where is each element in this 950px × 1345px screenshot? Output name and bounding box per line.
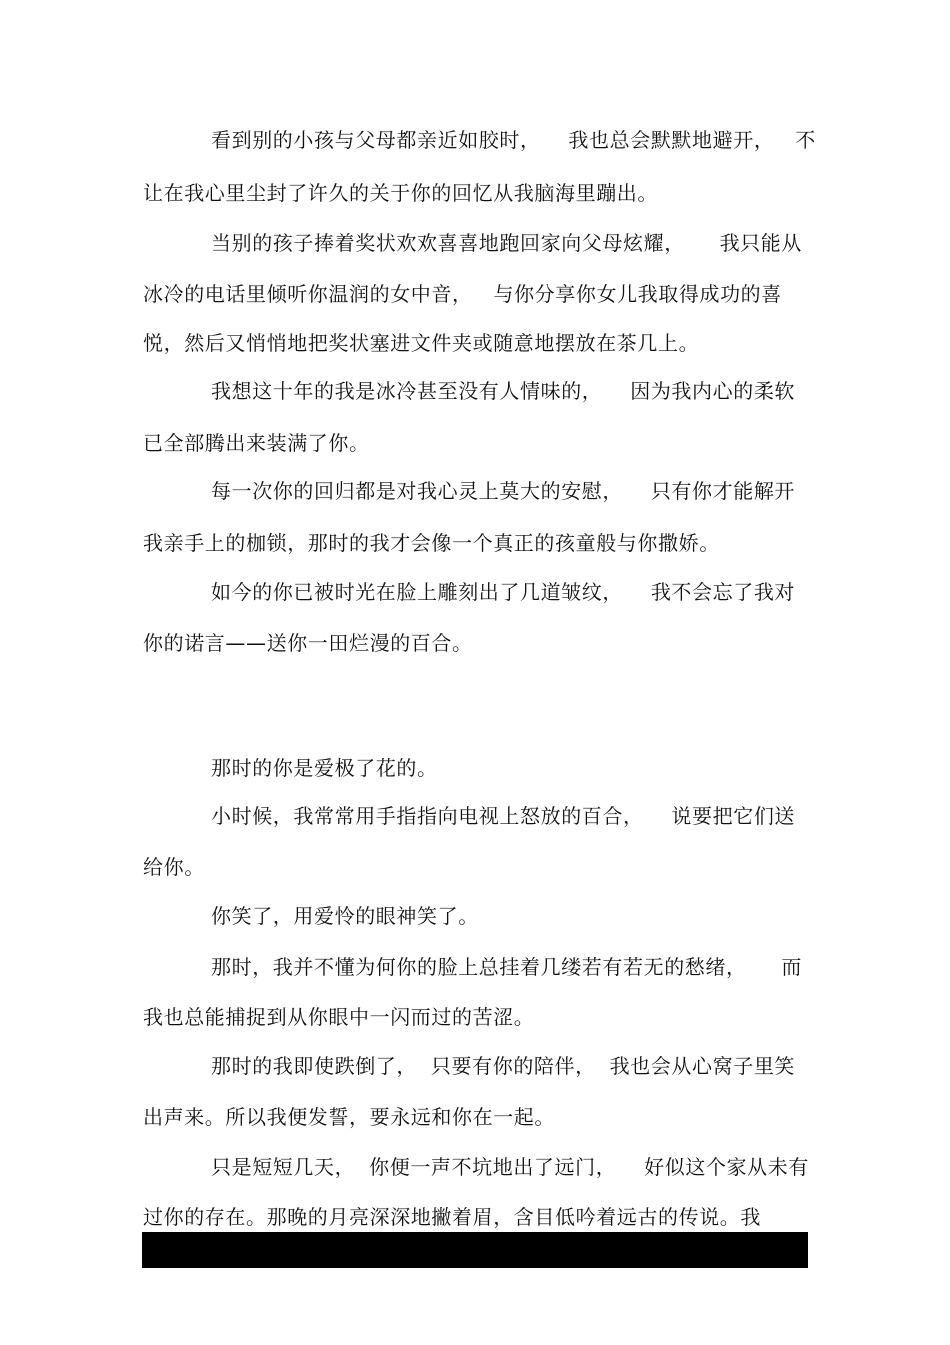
text-line: 只是短短几天， 你便一声不坑地出了远门， 好似这个家从未有 xyxy=(211,1155,809,1179)
black-redaction-bar xyxy=(142,1232,808,1268)
text-line: 出声来。所以我便发誓，要永远和你在一起。 xyxy=(143,1105,555,1129)
text-line: 已全部腾出来装满了你。 xyxy=(143,431,370,455)
text-line: 我想这十年的我是冰冷甚至没有人情味的， 因为我内心的柔软 xyxy=(211,379,796,403)
text-line: 小时候，我常常用手指指向电视上怒放的百合， 说要把它们送 xyxy=(211,804,796,828)
text-line: 我亲手上的枷锁，那时的我才会像一个真正的孩童般与你撒娇。 xyxy=(143,531,720,555)
text-line: 让在我心里尘封了许久的关于你的回忆从我脑海里蹦出。 xyxy=(143,181,658,205)
text-line: 我也总能捕捉到从你眼中一闪而过的苦涩。 xyxy=(143,1005,535,1029)
text-line: 你的诺言——送你一田烂漫的百合。 xyxy=(143,631,473,655)
text-line: 那时的我即使跌倒了， 只要有你的陪伴， 我也会从心窝子里笑 xyxy=(211,1054,796,1078)
text-line: 那时，我并不懂为何你的脸上总挂着几缕若有若无的愁绪， 而 xyxy=(211,955,802,979)
text-line: 给你。 xyxy=(143,855,205,879)
text-line: 当别的孩子捧着奖状欢欢喜喜地跑回家向父母炫耀， 我只能从 xyxy=(211,231,802,255)
text-line: 看到别的小孩与父母都亲近如胶时， 我也总会默默地避开， 不 xyxy=(211,128,816,152)
text-line: 你笑了，用爱怜的眼神笑了。 xyxy=(211,904,479,928)
text-line: 那时的你是爱极了花的。 xyxy=(211,756,438,780)
text-line: 悦，然后又悄悄地把奖状塞进文件夹或随意地摆放在茶几上。 xyxy=(143,331,700,355)
text-line: 过你的存在。那晚的月亮深深地撇着眉，含目低吟着远古的传说。我 xyxy=(143,1205,761,1229)
text-line: 每一次你的回归都是对我心灵上莫大的安慰， 只有你才能解开 xyxy=(211,479,796,503)
text-line: 如今的你已被时光在脸上雕刻出了几道皱纹， 我不会忘了我对 xyxy=(211,580,796,604)
text-line: 冰冷的电话里倾听你温润的女中音， 与你分享你女儿我取得成功的喜 xyxy=(143,282,782,306)
